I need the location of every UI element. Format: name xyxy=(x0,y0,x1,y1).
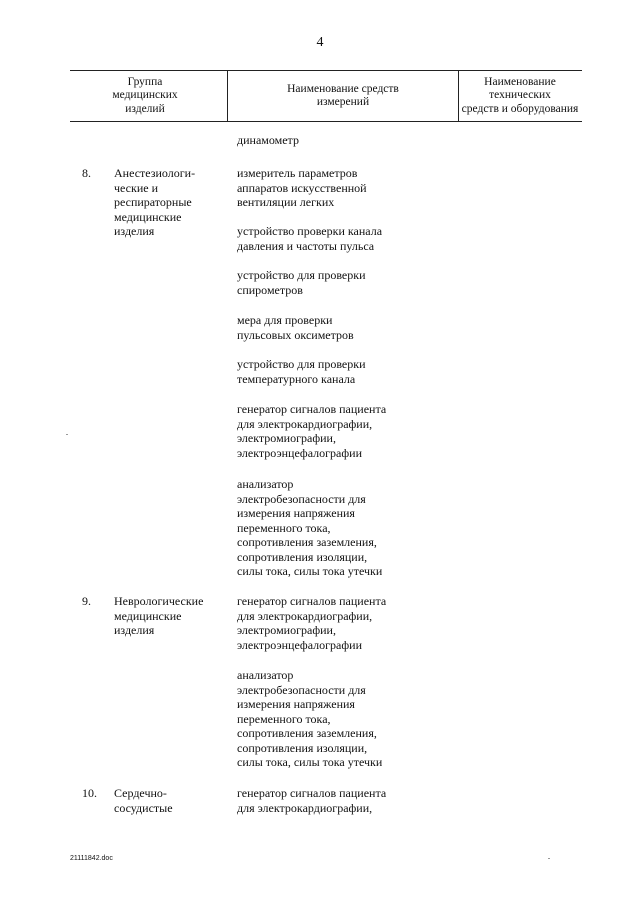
document-filename: 21111842.doc xyxy=(70,855,113,862)
scan-speck xyxy=(548,858,550,859)
list-item: генератор сигналов пациента для электрокардиографии, электромиографии, электроэнцефалографии xyxy=(237,402,387,460)
header-measuring-instruments: Наименование средств измерений xyxy=(227,71,459,121)
list-item: мера для проверки пульсовых оксиметров xyxy=(237,313,354,342)
list-item: устройство для проверки спирометров xyxy=(237,268,366,297)
row-group: Неврологические медицинские изделия xyxy=(114,594,204,637)
list-item: анализатор электробезопасности для измерения напряжения переменного тока, сопротивления заземления, сопротивления изоляции, силы тока, силы тока утечки xyxy=(237,668,383,769)
row-number: 9. xyxy=(82,594,91,608)
header-technical-equipment: Наименование технических средств и оборудования xyxy=(461,75,579,115)
list-item: генератор сигналов пациента для электрокардиографии, xyxy=(237,786,387,815)
header-group: Группа медицинских изделий xyxy=(112,75,178,115)
list-item: устройство для проверки температурного канала xyxy=(237,357,366,386)
row-group: Анестезиологи- ческие и респираторные медицинские изделия xyxy=(114,166,196,238)
list-item: анализатор электробезопасности для измерения напряжения переменного тока, сопротивления заземления, сопротивления изоляции, силы тока, силы тока утечки xyxy=(237,477,383,578)
continuation-item: динамометр xyxy=(237,133,299,147)
list-item: устройство проверки канала давления и частоты пульса xyxy=(237,224,383,253)
list-item: измеритель параметров аппаратов искусственной вентиляции легких xyxy=(237,166,367,209)
row-number: 8. xyxy=(82,166,91,180)
row-group: Сердечно- сосудистые xyxy=(114,786,173,815)
row-number: 10. xyxy=(82,786,97,800)
list-item: генератор сигналов пациента для электрокардиографии, электромиографии, электроэнцефалографии xyxy=(237,594,387,652)
scan-speck xyxy=(66,434,68,435)
page-number: 4 xyxy=(316,35,324,50)
